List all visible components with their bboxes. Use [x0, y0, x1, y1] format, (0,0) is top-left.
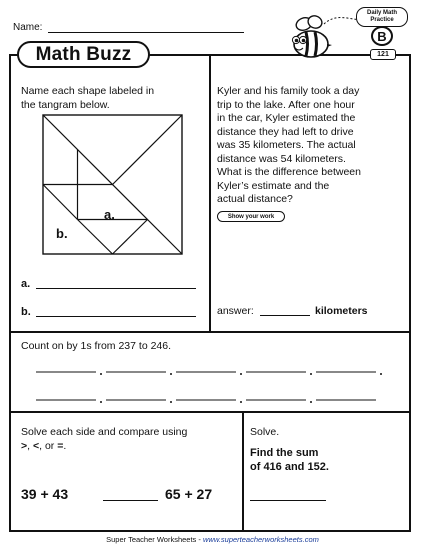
- badge-label-1: Daily Math: [366, 10, 397, 16]
- answer-a-line[interactable]: [36, 288, 196, 289]
- q4-prompt-line-2: [21, 440, 187, 454]
- q3-prompt: Count on by 1s from 237 to 246.: [21, 340, 172, 352]
- tangram-label-a: a.: [104, 207, 115, 222]
- q1-prompt-line-1: Name each shape labeled in: [21, 85, 155, 97]
- q5-task-line-1: Find the sum: [250, 447, 319, 459]
- q2-line: Kyler’s estimate and the: [217, 179, 330, 192]
- divider-row-1: [9, 331, 411, 333]
- q2-answer-label: answer:: [217, 305, 254, 317]
- q2-line: was 35 kilometers. The actual: [217, 139, 356, 151]
- name-label: Name:: [13, 22, 43, 33]
- divider-bottom-vertical: [242, 411, 244, 532]
- q5-task-line-2: of 416 and 152.: [250, 461, 329, 473]
- q5-answer-line[interactable]: [250, 500, 326, 501]
- q5-prompt: Solve.: [250, 426, 280, 438]
- badge-label-2: Practice: [370, 17, 394, 23]
- symbol-equal: =: [57, 439, 64, 452]
- q1-prompt-line-2: the tangram below.: [21, 98, 110, 111]
- q2-line: What is the difference between: [217, 166, 361, 178]
- badge-letter: B: [371, 26, 393, 46]
- q4-separator: , or: [39, 439, 58, 452]
- name-line: [48, 32, 244, 33]
- divider-row-2: [9, 411, 411, 413]
- divider-top-vertical: [209, 54, 211, 332]
- q2-line: distance was 54 kilometers.: [217, 152, 346, 165]
- symbol-less: <: [32, 439, 40, 452]
- left-expression: 39 + 43: [21, 486, 69, 502]
- footer-url-link[interactable]: www.superteacherworksheets.com: [202, 535, 319, 544]
- bee-mascot-icon: [284, 10, 364, 62]
- footer-prefix: Super Teacher Worksheets -: [106, 535, 203, 544]
- q2-line: in the car, Kyler estimated the: [217, 112, 356, 124]
- q2-line: distance they had left to drive: [217, 125, 354, 138]
- q2-line: trip to the lake. After one hour: [217, 98, 355, 111]
- count-blanks[interactable]: [34, 364, 394, 406]
- q5-task: [250, 446, 329, 474]
- q4-prompt: [21, 426, 187, 453]
- name-field[interactable]: [13, 22, 42, 33]
- q2-line: actual distance?: [217, 193, 293, 205]
- worksheet-title: Math Buzz: [17, 41, 150, 68]
- q4-separator: ,: [27, 439, 33, 452]
- badge-number: 121: [370, 49, 396, 60]
- answer-b-label: b.: [21, 306, 31, 318]
- tangram-label-b: b.: [56, 226, 68, 241]
- show-your-work-badge: Show your work: [217, 211, 285, 222]
- q1-prompt: [21, 85, 154, 112]
- compare-blank[interactable]: [103, 500, 158, 501]
- q4-end: .: [63, 439, 67, 452]
- q2-problem: [217, 85, 407, 207]
- symbol-greater: >: [21, 439, 28, 452]
- q2-answer-unit: kilometers: [315, 305, 368, 317]
- footer: [0, 535, 425, 544]
- q2-answer-line[interactable]: [260, 315, 310, 316]
- q2-line: Kyler and his family took a day: [217, 85, 360, 97]
- q4-prompt-line-1: Solve each side and compare using: [21, 426, 188, 438]
- answer-a-label: a.: [21, 278, 31, 290]
- daily-math-badge: [356, 7, 408, 27]
- answer-b-line[interactable]: [36, 316, 196, 317]
- right-expression: 65 + 27: [165, 486, 213, 502]
